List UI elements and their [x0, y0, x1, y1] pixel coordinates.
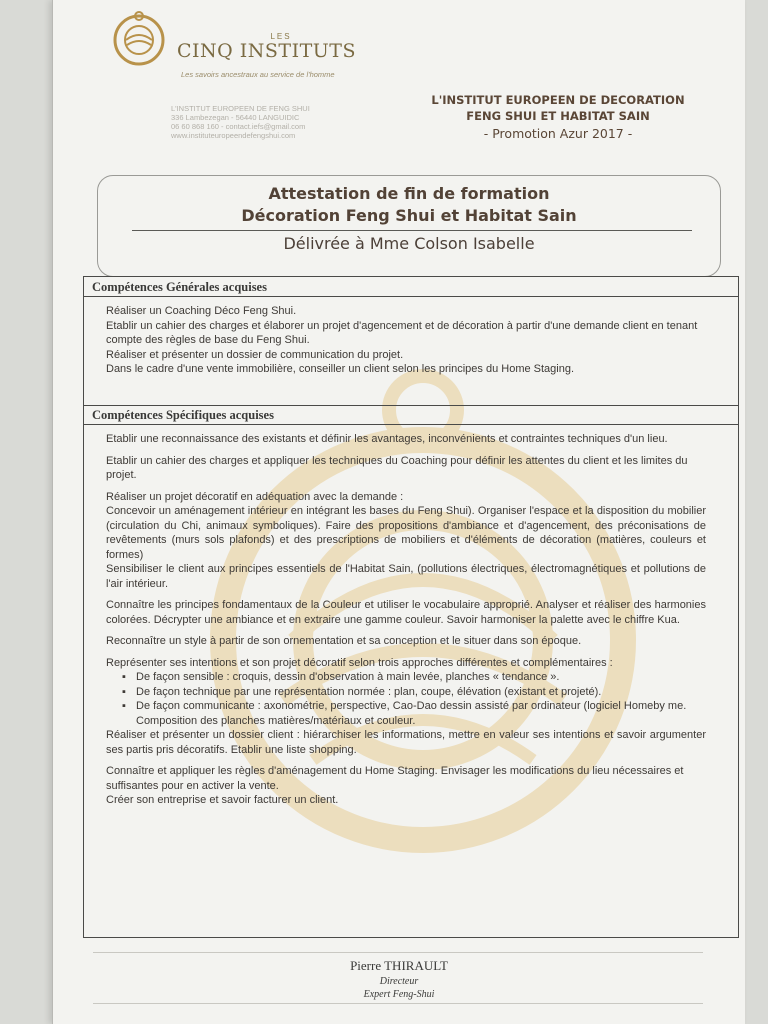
footer-divider	[93, 1003, 703, 1004]
course-title: Décoration Feng Shui et Habitat Sain	[241, 206, 577, 225]
institute-line-1: L'INSTITUT EUROPEEN DE DECORATION	[431, 93, 685, 107]
list-item: Etablir un cahier des charges et appliquer les techniques du Coaching pour définir les attentes du client et les limites du projet.	[106, 454, 688, 481]
bullet-list	[106, 670, 706, 728]
general-skills-list	[106, 304, 706, 377]
list-item: Réaliser et présenter un dossier de communication du projet.	[106, 348, 404, 361]
bullet-item: ▪ De façon communicante : axonométrie, perspective, Cao-Dao dessin assisté par ordinateur (logiciel Homeby me. Composition des planches matières/matériaux et couleur.	[136, 699, 706, 728]
specific-skills-heading: Compétences Spécifiques acquises	[84, 405, 738, 425]
list-item: Dans le cadre d'une vente immobilière, conseiller un client selon les principes du Home Staging.	[106, 363, 575, 375]
footer-divider	[93, 952, 703, 953]
signatory-role: Directeur	[379, 976, 419, 987]
list-item: Etablir une reconnaissance des existants et définir les avantages, inconvénients et contraintes techniques d'un lieu.	[106, 433, 668, 445]
contact-line: 336 Lambezegan - 56440 LANGUIDIC	[171, 113, 300, 122]
brand-small-label: LES	[270, 32, 292, 41]
list-item: Créer son entreprise et savoir facturer un client.	[106, 794, 339, 806]
signatory-title: Expert Feng-Shui	[363, 989, 435, 1000]
promotion-label: - Promotion Azur 2017 -	[483, 126, 633, 141]
title-divider	[132, 230, 692, 231]
list-item: Sensibiliser le client aux principes essentiels de l'Habitat Sain, (pollutions électriques, électromagnétiques et pollutions de l'air intérieur.	[106, 563, 706, 590]
contact-line: L'INSTITUT EUROPEEN DE FENG SHUI	[171, 104, 310, 113]
list-item: Représenter ses intentions et son projet décoratif selon trois approches différentes et complémentaires :	[106, 656, 613, 669]
list-item: Réaliser et présenter un dossier client : hiérarchiser les informations, mettre en valeur ses intentions et savoir argumenter ses partis pris décoratifs. Etablir une liste shopping.	[106, 729, 706, 756]
list-item: Réaliser un projet décoratif en adéquation avec la demande :	[106, 490, 404, 503]
signatory-name: Pierre THIRAULT	[350, 958, 448, 973]
certificate-page	[52, 0, 745, 1024]
contact-line: 06 60 868 160 - contact.iefs@gmail.com	[171, 122, 306, 131]
institute-heading	[408, 92, 708, 141]
list-item: Connaître les principes fondamentaux de la Couleur et utiliser le vocabulaire approprié. Analyser et réaliser des harmonies colorées. Décrypter une ambiance et en extraire une gamme couleur. Savoir harmoniser la palette avec le chiffre Kua.	[106, 599, 706, 626]
brand-tagline: Les savoirs ancestraux au service de l'homme	[181, 70, 335, 79]
recipient-line: Délivrée à Mme Colson Isabelle	[283, 234, 535, 253]
bullet-item: ▪ De façon sensible : croquis, dessin d'observation à main levée, planches « tendance ».	[136, 670, 706, 685]
contact-line: www.instituteuropeendefengshui.com	[171, 131, 296, 140]
title-box	[97, 175, 721, 277]
bullet-item: ▪ De façon technique par une représentation normée : plan, coupe, élévation (existant et projeté).	[136, 685, 706, 700]
list-item: Réaliser un Coaching Déco Feng Shui.	[106, 305, 297, 317]
list-item: Connaître et appliquer les règles d'aménagement du Home Staging. Envisager les modifications du lieu nécessaires et suffisantes pour en activer la vente.	[106, 765, 684, 792]
contact-block	[171, 104, 310, 140]
general-skills-heading: Compétences Générales acquises	[84, 277, 738, 297]
brand-name: CINQ INSTITUTS	[177, 40, 356, 62]
institute-line-2: FENG SHUI ET HABITAT SAIN	[466, 109, 650, 123]
list-item: Reconnaître un style à partir de son ornementation et sa conception et le situer dans son époque.	[106, 635, 582, 647]
certificate-title: Attestation de fin de formation	[268, 184, 550, 203]
five-institutes-emblem-icon	[111, 10, 167, 66]
skills-table	[83, 276, 739, 938]
list-item: Concevoir un aménagement intérieur en intégrant les bases du Feng Shui). Organiser l'espace et la disposition du mobilier (circulation du Chi, animaux symboliques). Faire des propositions d'ambiance et d'agencement, des préconisations de revêtements (murs sols plafonds) et des prescriptions de mobiliers et d'éléments de décoration (matières, couleurs et formes)	[106, 505, 706, 561]
specific-skills-list	[106, 432, 706, 808]
list-item: Etablir un cahier des charges et élaborer un projet d'agencement et de décoration à partir d'une demande client en tenant compte des règles de base du Feng Shui.	[106, 319, 698, 346]
